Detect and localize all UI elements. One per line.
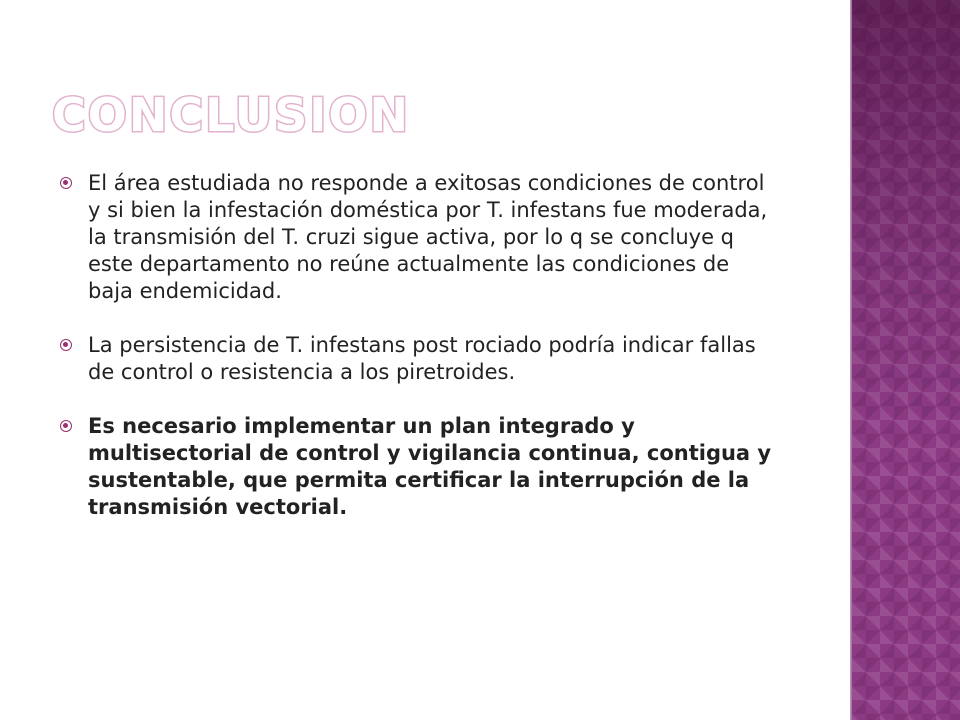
bullet-item-2 (60, 332, 780, 386)
bullet-circle-icon (60, 177, 72, 189)
bullet-list (60, 170, 780, 548)
bullet-item-3 (60, 413, 780, 521)
decorative-side-panel (852, 0, 960, 720)
bullet-text: Es necesario implementar un plan integrado y multisectorial de control y vigilancia continua, contigua y sustentable, que permita certificar la interrupción de la transmisión vectorial. (88, 414, 772, 519)
slide-title: CONCLUSION (52, 88, 410, 142)
bullet-circle-icon (60, 420, 72, 432)
bullet-item-1 (60, 170, 780, 305)
bullet-circle-icon (60, 339, 72, 351)
bullet-text: La persistencia de T. infestans post rociado podría indicar fallas de control o resistencia a los piretroides. (88, 333, 756, 384)
bullet-text: El área estudiada no responde a exitosas condiciones de control y si bien la infestación doméstica por T. infestans fue moderada, la transmisión del T. cruzi sigue activa, por lo q se concluye q este departamento no reúne actualmente las condiciones de baja endemicidad. (88, 171, 768, 303)
